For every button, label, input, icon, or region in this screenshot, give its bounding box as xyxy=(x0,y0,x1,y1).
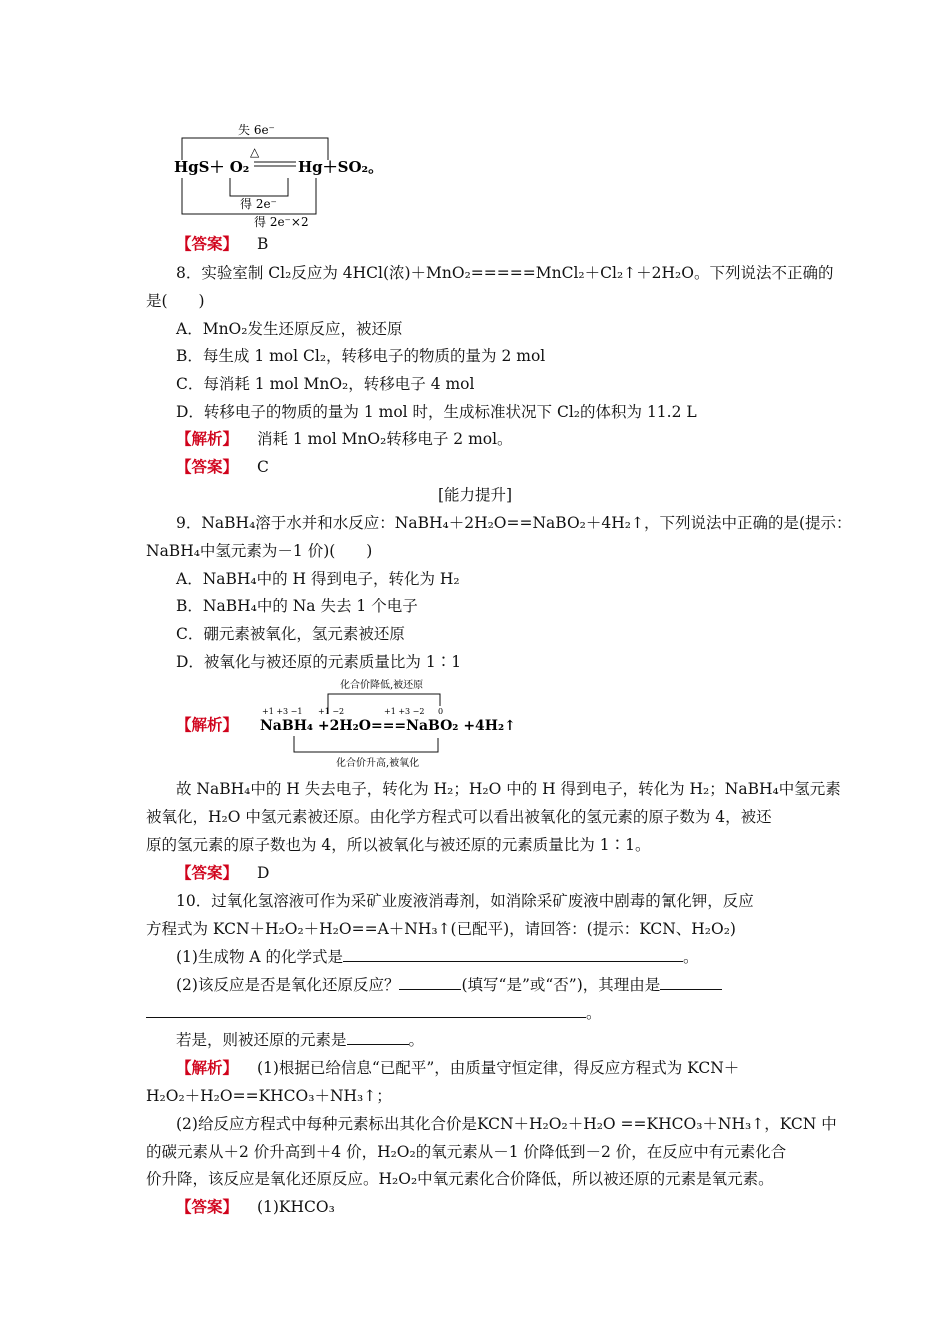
q9-option-d: D．被氧化与被还原的元素质量比为 1∶1 xyxy=(176,653,462,671)
answer-text: C xyxy=(256,458,269,476)
q10-sub2 xyxy=(176,974,722,996)
q9-explain-3: 原的氢元素的原子数也为 4，所以被氧化与被还原的元素质量比为 1∶1。 xyxy=(146,836,651,854)
q10-stem: 10．过氧化氢溶液可作为采矿业废液消毒剂，如消除采矿废液中剧毒的氰化钾，反应 xyxy=(176,892,754,910)
q10-analysis-cont: H₂O₂＋H₂O==KHCO₃＋NH₃↑； xyxy=(146,1087,392,1105)
q8-stem-cont: 是( ) xyxy=(146,292,205,310)
q7-answer xyxy=(176,233,268,255)
formula-left: HgS＋ O₂ xyxy=(174,158,250,176)
lose-label: 失 6e⁻ xyxy=(238,123,275,137)
q8-option-b: B．每生成 1 mol Cl₂，转移电子的物质的量为 2 mol xyxy=(176,347,546,365)
q9-option-a: A．NaBH₄中的 H 得到电子，转化为 H₂ xyxy=(176,570,460,588)
q10-analysis2-2: 的碳元素从＋2 价升高到＋4 价，H₂O₂的氧元素从－1 价降低到－2 价，在反应中有元素化合 xyxy=(146,1143,787,1161)
sub2-mid: (填写“是”或“否”)，其理由是 xyxy=(461,976,661,994)
answer-tag: 【答案】 xyxy=(176,458,239,476)
bottom-label: 化合价升高,被氧化 xyxy=(336,758,420,769)
gain-label-2: 得 2e⁻×2 xyxy=(254,215,309,229)
q10-sub3 xyxy=(176,1029,424,1051)
q9-explain-1: 故 NaBH₄中的 H 失去电子，转化为 H₂；H₂O 中的 H 得到电子，转化为 H₂；NaBH₄中氢元素 xyxy=(176,780,841,798)
top-label: 化合价降低,被还原 xyxy=(340,680,424,691)
q10-sub1 xyxy=(176,946,699,968)
analysis-tag: 【解析】 xyxy=(176,430,239,448)
answer-tag: 【答案】 xyxy=(176,235,239,253)
oxidation-arrow xyxy=(294,736,438,752)
q8-analysis xyxy=(176,428,513,450)
analysis-text: (1)根据已给信息“已配平”，由质量守恒定律，得反应方程式为 KCN＋ xyxy=(256,1059,740,1077)
q10-stem-cont: 方程式为 KCN＋H₂O₂＋H₂O==A＋NH₃↑(已配平)，请回答：(提示：KCN、H₂O₂) xyxy=(146,920,736,938)
q9-stem-cont: NaBH₄中氢元素为－1 价)( ) xyxy=(146,542,373,560)
sub1-end: 。 xyxy=(683,948,699,966)
q9-explain-2: 被氧化，H₂O 中氢元素被还原。由化学方程式可以看出被氧化的氢元素的原子数为 4，被还 xyxy=(146,808,772,826)
gain-label: 得 2e⁻ xyxy=(240,197,277,211)
q8-option-c: C．每消耗 1 mol MnO₂，转移电子 4 mol xyxy=(176,375,475,393)
electron-transfer-diagram-hgs xyxy=(170,118,384,230)
answer-text: B xyxy=(256,235,269,253)
blank-yes-no[interactable] xyxy=(399,975,461,990)
valence-h2: 0 xyxy=(438,707,444,716)
sub2-end: 。 xyxy=(586,1004,602,1022)
answer-text: (1)KHCO₃ xyxy=(256,1198,335,1216)
section-heading: [能力提升] xyxy=(437,486,513,504)
q10-sub2-cont xyxy=(146,1002,602,1024)
q9-answer xyxy=(176,862,269,884)
answer-tag: 【答案】 xyxy=(176,864,239,882)
answer-tag: 【答案】 xyxy=(176,1198,239,1216)
q9-stem: 9．NaBH₄溶于水并和水反应：NaBH₄＋2H₂O==NaBO₂＋4H₂↑，下列说法中正确的是(提示： xyxy=(176,514,852,532)
heat-symbol: △ xyxy=(250,145,260,159)
valence-diagram-nabh4 xyxy=(256,676,516,770)
formula-right: Hg＋SO₂。 xyxy=(298,158,384,176)
q9-option-b: B．NaBH₄中的 Na 失去 1 个电子 xyxy=(176,597,418,615)
analysis-tag: 【解析】 xyxy=(176,716,239,734)
sub3-text: 若是，则被还原的元素是 xyxy=(176,1031,347,1049)
q8-stem: 8．实验室制 Cl₂反应为 4HCl(浓)＋MnO₂=====MnCl₂＋Cl₂↑＋2H₂O。下列说法不正确的 xyxy=(176,264,834,282)
sub1-text: (1)生成物 A 的化学式是 xyxy=(176,948,344,966)
q9-option-c: C．硼元素被氧化，氢元素被还原 xyxy=(176,625,405,643)
q8-answer xyxy=(176,456,269,478)
q9-analysis-tag-line xyxy=(176,714,238,736)
gain-electron-arrow xyxy=(230,178,288,196)
q10-answer xyxy=(176,1196,335,1218)
q10-analysis xyxy=(176,1057,739,1079)
valences-right: +1 +3 −2 xyxy=(384,707,425,716)
sub2-text: (2)该反应是否是氧化还原反应？ xyxy=(176,976,400,994)
blank-formula-a[interactable] xyxy=(343,947,683,962)
q8-option-d: D．转移电子的物质的量为 1 mol 时，生成标准状况下 Cl₂的体积为 11.2 L xyxy=(176,403,697,421)
q10-analysis2-3: 价升降，该反应是氧化还原反应。H₂O₂中氧元素化合价降低，所以被还原的元素是氧元素。 xyxy=(146,1170,774,1188)
valences-left: +1 +3 −1 xyxy=(262,707,303,716)
q10-analysis2-1: (2)给反应方程式中每种元素标出其化合价是KCN＋H₂O₂＋H₂O ==KHCO₃＋NH₃↑，KCN 中 xyxy=(176,1115,837,1133)
q8-option-a: A．MnO₂发生还原反应，被还原 xyxy=(176,320,403,338)
equation: NaBH₄ +2H₂O===NaBO₂ +4H₂↑ xyxy=(260,718,516,734)
blank-element[interactable] xyxy=(347,1030,409,1045)
blank-reason[interactable] xyxy=(660,975,722,990)
analysis-tag: 【解析】 xyxy=(176,1059,239,1077)
answer-text: D xyxy=(256,864,270,882)
blank-reason-cont[interactable] xyxy=(146,1003,586,1018)
analysis-text: 消耗 1 mol MnO₂转移电子 2 mol。 xyxy=(256,430,513,448)
valences-mid: +1 −2 xyxy=(318,707,345,716)
sub3-end: 。 xyxy=(408,1031,425,1049)
